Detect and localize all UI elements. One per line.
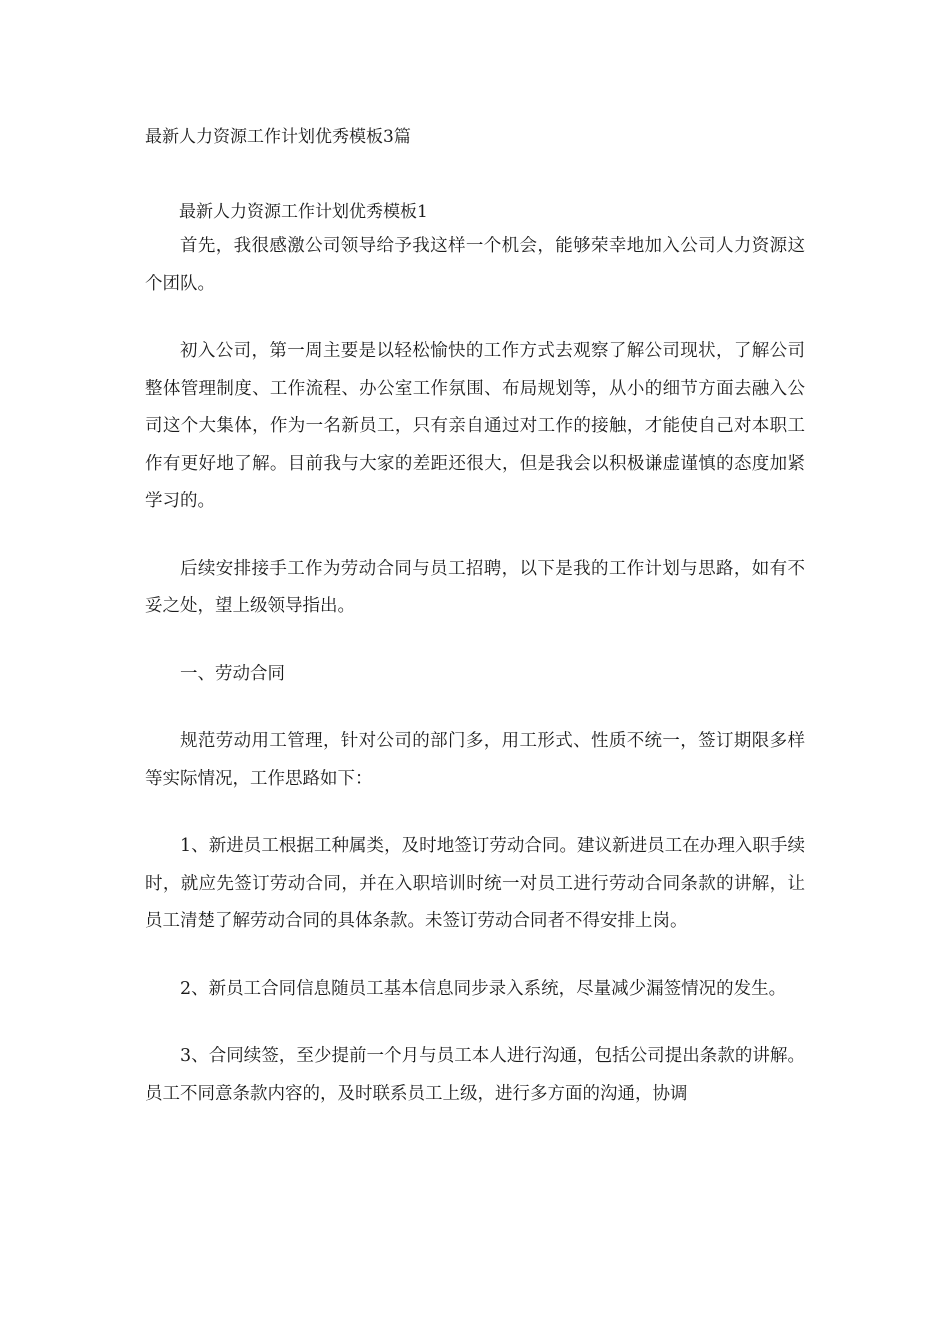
list-item-2: 2、新员工合同信息随员工基本信息同步录入系统，尽量减少漏签情况的发生。 (180, 978, 787, 999)
paragraph-intro: 首先，我很感激公司领导给予我这样一个机会，能够荣幸地加入公司人力资源这个团队。 (145, 236, 805, 294)
list-item-3: 3、合同续签，至少提前一个月与员工本人进行沟通，包括公司提出条款的讲解。员工不同意条款内容的，及时联系员工上级，进行多方面的沟通，协调 (145, 1046, 805, 1104)
section-title: 最新人力资源工作计划优秀模板1 (179, 202, 428, 222)
paragraph-follow-up: 后续安排接手工作为劳动合同与员工招聘，以下是我的工作计划与思路，如有不妥之处，望上级领导指出。 (145, 558, 805, 616)
list-item-1: 1、新进员工根据工种属类，及时地签订劳动合同。建议新进员工在办理入职手续时，就应先签订劳动合同，并在入职培训时统一对员工进行劳动合同条款的讲解，让员工清楚了解劳动合同的具体条款。未签订劳动合同者不得安排上岗。 (145, 836, 805, 931)
paragraph-first-week: 初入公司，第一周主要是以轻松愉快的工作方式去观察了解公司现状，了解公司整体管理制度、工作流程、办公室工作氛围、布局规划等，从小的细节方面去融入公司这个大集体，作为一名新员工，只有亲自通过对工作的接触，才能使自己对本职工作有更好地了解。目前我与大家的差距还很大，但是我会以积极谦虚谨慎的态度加紧学习的。 (145, 341, 805, 511)
heading-labor-contract: 一、劳动合同 (180, 663, 285, 684)
paragraph-labor-management: 规范劳动用工管理，针对公司的部门多，用工形式、性质不统一，签订期限多样等实际情况，工作思路如下： (145, 731, 805, 789)
document-title: 最新人力资源工作计划优秀模板3篇 (145, 127, 411, 147)
document-body (145, 198, 805, 1113)
